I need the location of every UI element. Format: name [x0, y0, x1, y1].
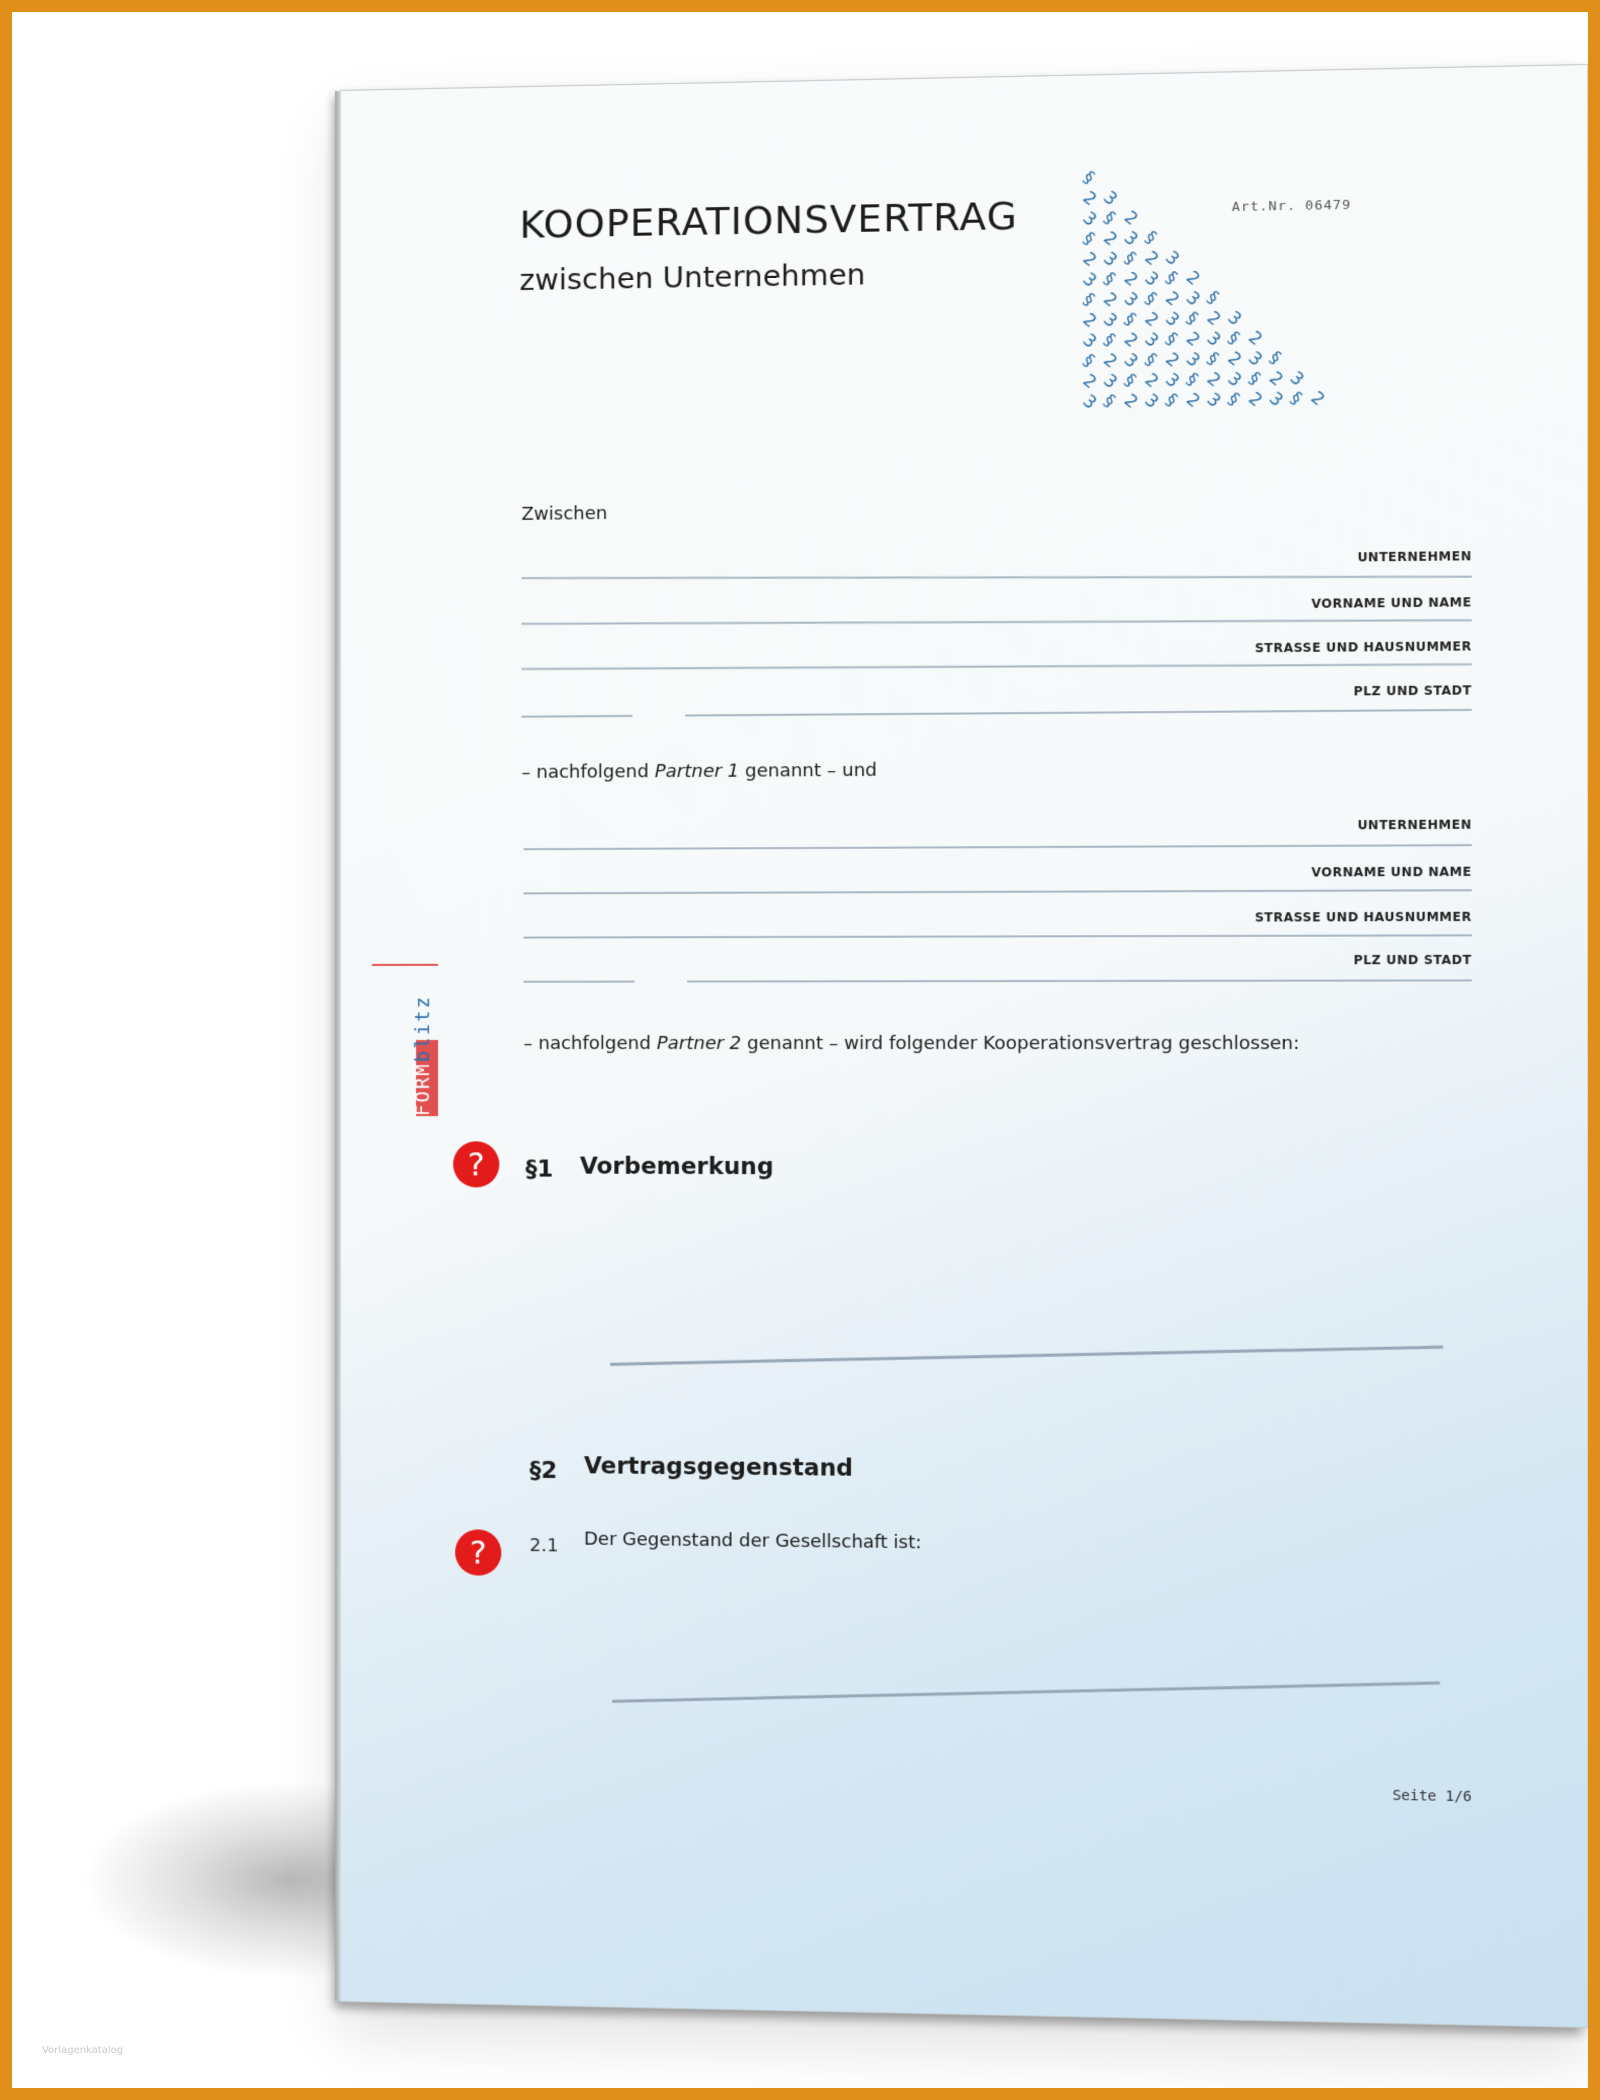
pattern-glyph: § — [1161, 328, 1182, 350]
help-icon[interactable]: ? — [455, 1529, 501, 1576]
pattern-glyph: 3 — [1078, 268, 1101, 292]
pattern-glyph: § — [1099, 207, 1120, 229]
pattern-glyph: 2 — [1202, 368, 1225, 392]
pattern-glyph: 2 — [1119, 390, 1142, 414]
pattern-glyph: 3 — [1202, 328, 1225, 351]
pattern-glyph: 3 — [1078, 207, 1101, 231]
section-1-number: §1 — [525, 1156, 554, 1183]
pattern-glyph: § — [1099, 329, 1120, 351]
pattern-glyph: 3 — [1140, 390, 1163, 413]
pattern-glyph: 3 — [1119, 227, 1142, 251]
subsection-2-1-text: Der Gegenstand der Gesellschaft ist: — [583, 1528, 922, 1554]
input-line-name-1[interactable] — [521, 619, 1471, 625]
pattern-glyph: § — [1140, 349, 1161, 371]
pattern-glyph: 3 — [1161, 247, 1184, 270]
pattern-glyph: § — [1140, 227, 1161, 249]
article-number: Art.Nr. 06479 — [1231, 197, 1352, 216]
input-line-city-2[interactable] — [687, 979, 1472, 982]
pattern-glyph: § — [1099, 390, 1120, 412]
pattern-glyph: 3 — [1223, 368, 1246, 392]
pattern-glyph: 2 — [1264, 367, 1287, 391]
pattern-glyph: 3 — [1140, 328, 1163, 352]
pattern-glyph: 2 — [1078, 248, 1101, 272]
pattern-glyph: 3 — [1264, 388, 1287, 412]
intro-text: Zwischen — [521, 502, 608, 525]
pattern-glyph: 2 — [1161, 287, 1184, 311]
pattern-glyph: 2 — [1202, 307, 1225, 331]
pattern-glyph: § — [1078, 289, 1099, 311]
pattern-glyph: § — [1078, 350, 1099, 372]
field-label: UNTERNEHMEN — [1357, 817, 1472, 833]
document-subtitle: zwischen Unternehmen — [519, 257, 866, 298]
field-label: PLZ UND STADT — [1353, 952, 1472, 968]
pattern-glyph: § — [1119, 308, 1140, 331]
input-line-company-2[interactable] — [523, 844, 1471, 850]
pattern-glyph: 2 — [1140, 247, 1163, 271]
pattern-glyph: § — [1119, 247, 1140, 270]
pattern-glyph: § — [1078, 228, 1099, 250]
pattern-glyph: § — [1285, 388, 1306, 410]
pattern-glyph: 2 — [1099, 288, 1121, 312]
pattern-glyph: 2 — [1161, 349, 1184, 372]
page-number: Seite 1/6 — [1392, 1787, 1472, 1806]
pattern-glyph: 2 — [1244, 327, 1267, 351]
pattern-glyph: 3 — [1161, 369, 1184, 393]
partner-1-closing: – nachfolgend Partner 1 genannt – und — [521, 759, 878, 783]
pattern-glyph: 2 — [1099, 227, 1121, 251]
pattern-glyph: § — [1078, 167, 1099, 189]
document-page — [340, 64, 1588, 2028]
pattern-glyph: § — [1161, 389, 1182, 412]
page-edge — [335, 91, 341, 2001]
input-line-company-1[interactable] — [521, 576, 1471, 579]
pattern-glyph: 3 — [1119, 288, 1142, 312]
pattern-glyph: 2 — [1119, 268, 1142, 292]
input-line-name-2[interactable] — [523, 889, 1471, 894]
pattern-glyph: 3 — [1161, 308, 1184, 332]
section-1-title: Vorbemerkung — [579, 1153, 774, 1181]
pattern-glyph: 3 — [1285, 367, 1308, 391]
pattern-glyph: 2 — [1223, 348, 1246, 371]
pattern-glyph: 3 — [1181, 348, 1204, 372]
document-title: KOOPERATIONSVERTRAG — [519, 193, 1018, 247]
pattern-glyph: 3 — [1099, 187, 1121, 211]
watermark-text: Vorlagenkatalog — [42, 2045, 124, 2056]
pattern-glyph: 2 — [1119, 329, 1142, 353]
pattern-glyph: 2 — [1140, 369, 1163, 393]
pattern-glyph: 3 — [1099, 370, 1121, 394]
help-icon[interactable]: ? — [453, 1141, 499, 1187]
pattern-glyph: § — [1181, 307, 1202, 330]
pattern-glyph: 2 — [1181, 328, 1204, 352]
pattern-glyph: 3 — [1223, 307, 1246, 331]
field-label: UNTERNEHMEN — [1357, 549, 1472, 565]
pattern-glyph: 2 — [1306, 387, 1329, 411]
pattern-glyph: 2 — [1078, 370, 1101, 394]
pattern-glyph: 2 — [1244, 388, 1267, 412]
pattern-glyph: 2 — [1099, 349, 1121, 373]
pattern-glyph: § — [1264, 347, 1285, 369]
field-label: STRASSE UND HAUSNUMMER — [1254, 909, 1472, 925]
input-line-zip-2[interactable] — [523, 981, 634, 983]
pattern-glyph: 2 — [1078, 187, 1101, 211]
pattern-glyph: 2 — [1181, 389, 1204, 413]
field-label: VORNAME UND NAME — [1311, 595, 1472, 611]
formblitz-logo — [412, 966, 438, 1117]
pattern-glyph: § — [1099, 268, 1120, 290]
input-line-subject[interactable] — [612, 1681, 1440, 1702]
section-2-title: Vertragsgegenstand — [583, 1453, 854, 1482]
input-line-street-1[interactable] — [521, 663, 1471, 670]
pattern-glyph: § — [1244, 368, 1265, 390]
pattern-glyph: § — [1161, 267, 1182, 289]
field-label: VORNAME UND NAME — [1311, 864, 1472, 880]
input-line-zip-1[interactable] — [521, 715, 632, 718]
logo-text: FORMblitz — [412, 994, 435, 1117]
partner-2-closing: – nachfolgend Partner 2 genannt – wird folgender Kooperationsvertrag geschlossen: — [523, 1032, 1300, 1055]
pattern-glyph: 3 — [1140, 267, 1163, 291]
field-label: STRASSE UND HAUSNUMMER — [1254, 639, 1472, 656]
logo-rule — [372, 964, 438, 966]
pattern-glyph: 3 — [1099, 248, 1121, 272]
input-line-street-2[interactable] — [523, 934, 1471, 938]
input-line-preamble[interactable] — [610, 1345, 1443, 1365]
pattern-glyph: 2 — [1181, 267, 1204, 291]
pattern-glyph: 3 — [1244, 347, 1267, 371]
pattern-glyph: § — [1181, 369, 1202, 391]
input-line-city-1[interactable] — [685, 709, 1472, 717]
pattern-glyph: 2 — [1140, 308, 1163, 332]
pattern-glyph: 3 — [1181, 287, 1204, 311]
pattern-glyph: 3 — [1078, 390, 1101, 414]
pattern-glyph: § — [1223, 388, 1244, 411]
pattern-glyph: 3 — [1099, 309, 1121, 333]
pattern-glyph: 2 — [1119, 207, 1142, 230]
pattern-glyph: 3 — [1119, 349, 1142, 373]
subsection-2-1-number: 2.1 — [529, 1535, 559, 1557]
pattern-glyph: § — [1223, 327, 1244, 350]
pattern-glyph: § — [1119, 369, 1140, 392]
pattern-glyph: 3 — [1078, 329, 1101, 353]
pattern-glyph: 3 — [1202, 389, 1225, 412]
pattern-glyph: § — [1140, 288, 1161, 310]
field-label: PLZ UND STADT — [1353, 683, 1472, 699]
pattern-glyph: 2 — [1078, 309, 1101, 333]
pattern-glyph: § — [1202, 287, 1223, 309]
pattern-glyph: § — [1202, 348, 1223, 370]
section-2-number: §2 — [529, 1457, 558, 1485]
